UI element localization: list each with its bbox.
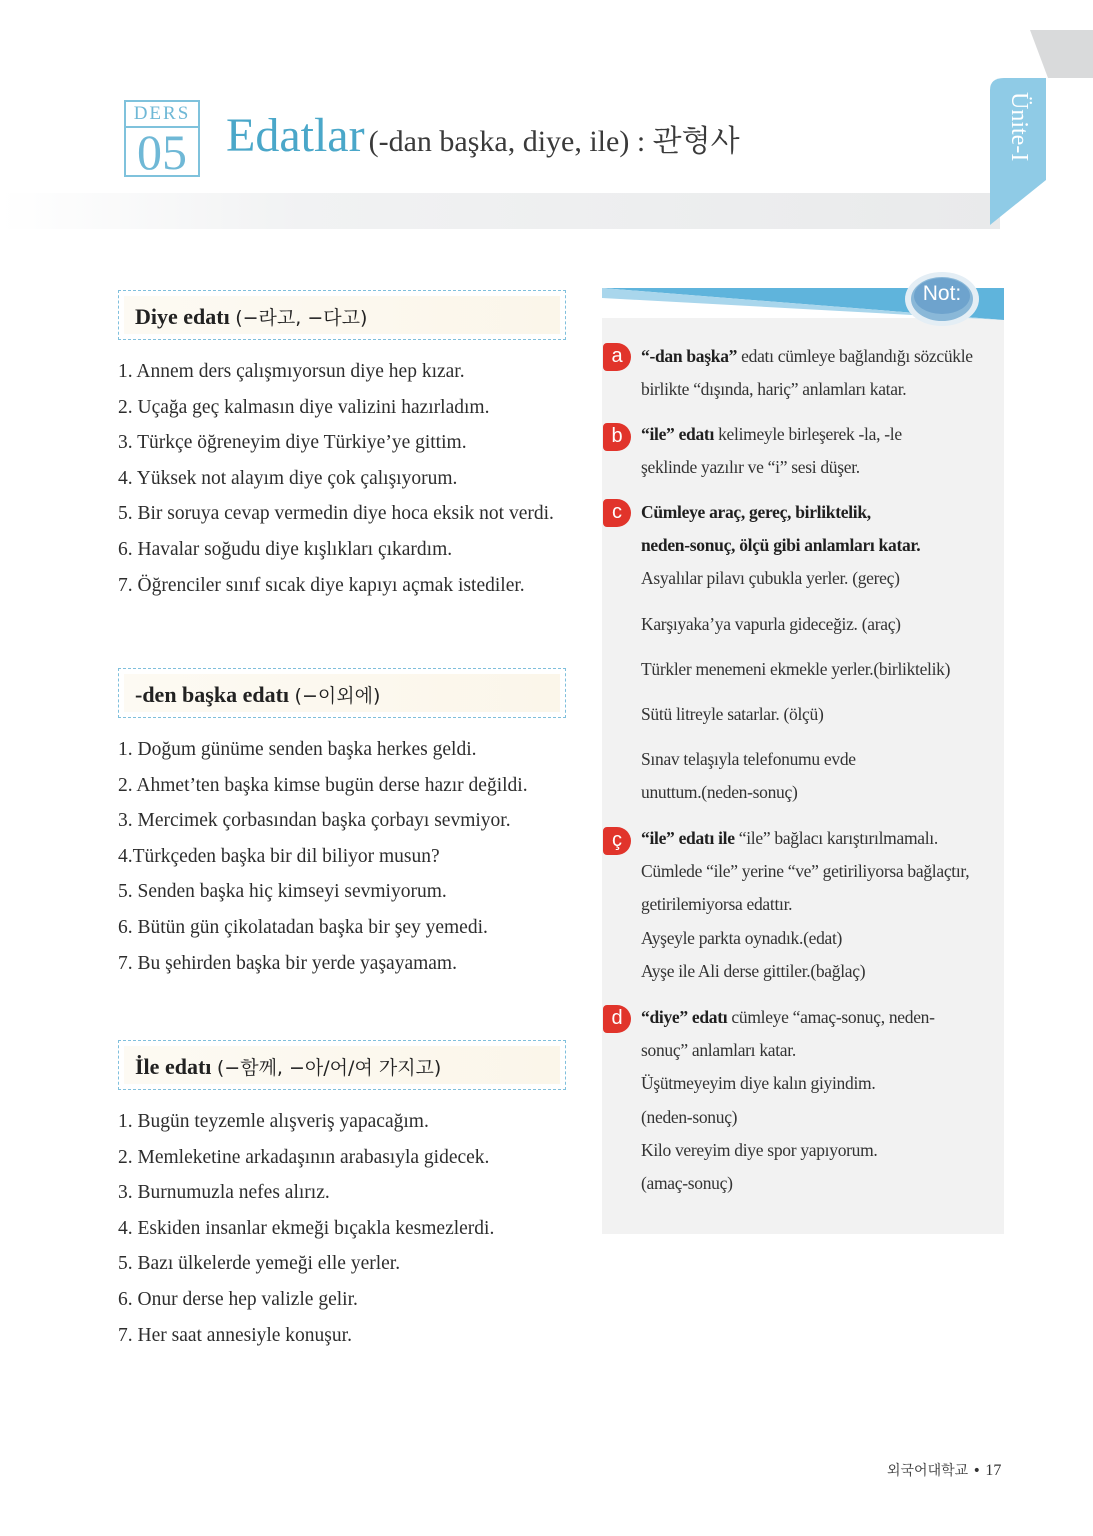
list-item: 5. Bazı ülkelerde yemeği elle yerler. [118, 1253, 401, 1275]
note-d-line4: (neden-sonuç) [641, 1106, 738, 1127]
list-item: 1. Bugün teyzemle alışveriş yapacağım. [118, 1111, 429, 1132]
note-marker-b: b [603, 423, 631, 451]
list-item: 4.Türkçeden başka bir dil biliyor musun? [118, 845, 440, 867]
list-item: 2. Uçağa geç kalmasın diye valizini hazırladım. [118, 396, 490, 418]
section-title-korean: (−함께, −아/어/여 가지고) [216, 1057, 442, 1079]
title-band [0, 193, 1000, 229]
note-b-rest: kelimeyle birleşerek -la, -le [714, 424, 902, 444]
page-footer [887, 1460, 1001, 1480]
note-a-bold: “-dan başka” [641, 346, 738, 366]
title-sub: (-dan başka, diye, ile) [368, 125, 630, 158]
example-list-diye [118, 354, 554, 603]
note-c-ex1: Asyalılar pilavı çubukla yerler. (gereç) [641, 568, 900, 589]
note-marker-c: c [603, 499, 631, 527]
note-c-ex5b: unuttum.(neden-sonuç) [641, 782, 798, 803]
list-item: 3. Burnumuzla nefes alırız. [118, 1182, 330, 1204]
note-c-bold1: Cümleye araç, gereç, birliktelik, [641, 502, 871, 522]
section-title: İle edatı [135, 1054, 212, 1079]
list-item: 4. Eskiden insanlar ekmeği bıçakla kesmezlerdi. [118, 1217, 495, 1239]
note-a [641, 340, 1001, 406]
list-item: 1. Doğum günüme senden başka herkes geldi. [118, 739, 477, 760]
note-d [641, 1001, 1001, 1200]
section-heading-den-baska [118, 668, 566, 718]
note-cc-line3: getirilemiyorsa edattır. [641, 894, 793, 915]
ders-label: DERS [133, 103, 191, 124]
list-item: 3. Mercimek çorbasından başka çorbayı sevmiyor. [118, 810, 511, 832]
list-item: 7. Öğrenciler sınıf sıcak diye kapıyı açmak istediler. [118, 574, 525, 596]
list-item: 6. Havalar soğudu diye kışlıkları çıkardım. [118, 538, 453, 560]
note-c [641, 496, 1001, 810]
example-list-ile [118, 1104, 494, 1353]
note-cc-line4: Ayşeyle parkta oynadık.(edat) [641, 927, 843, 948]
note-b-line2: şeklinde yazılır ve “i” sesi düşer. [641, 457, 860, 478]
note-d-line5: Kilo vereyim diye spor yapıyorum. [641, 1139, 878, 1160]
note-cc-bold: “ile” edatı ile [641, 828, 735, 848]
footer-school: 외국어대학교 [887, 1463, 969, 1479]
list-item: 3. Türkçe öğreneyim diye Türkiye’ye gittim. [118, 432, 467, 454]
list-item: 4. Yüksek not alayım diye çok çalışıyorum. [118, 467, 458, 489]
note-cc [641, 822, 1001, 988]
ders-number: 05 [137, 124, 187, 180]
unit-tab [990, 30, 1093, 225]
unit-tab-label: Ünite-I [1006, 92, 1032, 162]
note-b [641, 418, 1001, 484]
list-item: 5. Senden başka hiç kimseyi sevmiyorum. [118, 881, 447, 903]
note-marker-d: d [603, 1005, 631, 1033]
title-colon: : [629, 125, 653, 158]
list-item: 2. Ahmet’ten başka kimse bugün derse hazır değildi. [118, 774, 528, 796]
note-cc-line2: Cümlede “ile” yerine “ve” getiriliyorsa bağlaçtır, [641, 861, 970, 882]
list-item: 6. Bütün gün çikolatadan başka bir şey yemedi. [118, 916, 488, 938]
note-c-ex2: Karşıyaka’ya vapurla gideceğiz. (araç) [641, 613, 901, 634]
note-b-bold: “ile” edatı [641, 424, 715, 444]
page-number: 17 [985, 1462, 1002, 1479]
note-cc-rest: “ile” bağlacı karıştırılmamalı. [734, 828, 938, 848]
list-item: 1. Annem ders çalışmıyorsun diye hep kızar. [118, 361, 465, 382]
section-title: -den başka edatı [135, 682, 290, 707]
note-marker-cc: ç [603, 827, 631, 855]
list-item: 7. Bu şehirden başka bir yerde yaşayamam. [118, 952, 457, 974]
note-c-ex5a: Sınav telaşıyla telefonumu evde [641, 749, 856, 770]
page-title [226, 108, 740, 163]
note-d-line3: Üşütmeyeyim diye kalın giyindim. [641, 1073, 876, 1094]
note-d-line2: sonuç” anlamları katar. [641, 1040, 796, 1061]
note-c-ex4: Sütü litreyle satarlar. (ölçü) [641, 704, 824, 725]
example-list-den-baska [118, 732, 528, 981]
footer-bullet: • [968, 1463, 986, 1479]
section-heading-diye [118, 290, 566, 340]
note-c-ex3: Türkler menemeni ekmekle yerler.(birliktelik) [641, 658, 951, 679]
note-a-rest: edatı cümleye bağlandığı sözcükle [737, 346, 973, 366]
list-item: 2. Memleketine arkadaşının arabasıyla gidecek. [118, 1146, 490, 1168]
list-item: 5. Bir soruya cevap vermedin diye hoca eksik not verdi. [118, 503, 554, 525]
note-d-rest: cümleye “amaç-sonuç, neden- [727, 1007, 935, 1027]
section-title: Diye edatı [135, 304, 230, 329]
note-marker-a: a [603, 343, 631, 371]
section-heading-ile [118, 1040, 566, 1090]
title-main: Edatlar [226, 109, 365, 162]
note-cc-line5: Ayşe ile Ali derse gittiler.(bağlaç) [641, 960, 866, 981]
section-title-korean: (−라고, −다고) [235, 307, 368, 329]
title-korean: 관형사 [652, 124, 740, 159]
list-item: 6. Onur derse hep valizle gelir. [118, 1288, 358, 1310]
note-d-bold: “diye” edatı [641, 1007, 728, 1027]
note-c-bold2: neden-sonuç, ölçü gibi anlamları katar. [641, 535, 921, 556]
list-item: 7. Her saat annesiyle konuşur. [118, 1324, 352, 1346]
section-title-korean: (−이외에) [294, 685, 381, 707]
note-d-line6: (amaç-sonuç) [641, 1173, 733, 1194]
note-a-line2: birlikte “dışında, hariç” anlamları katar. [641, 379, 907, 400]
ders-badge [124, 100, 200, 180]
note-badge-label: Not: [922, 282, 962, 305]
